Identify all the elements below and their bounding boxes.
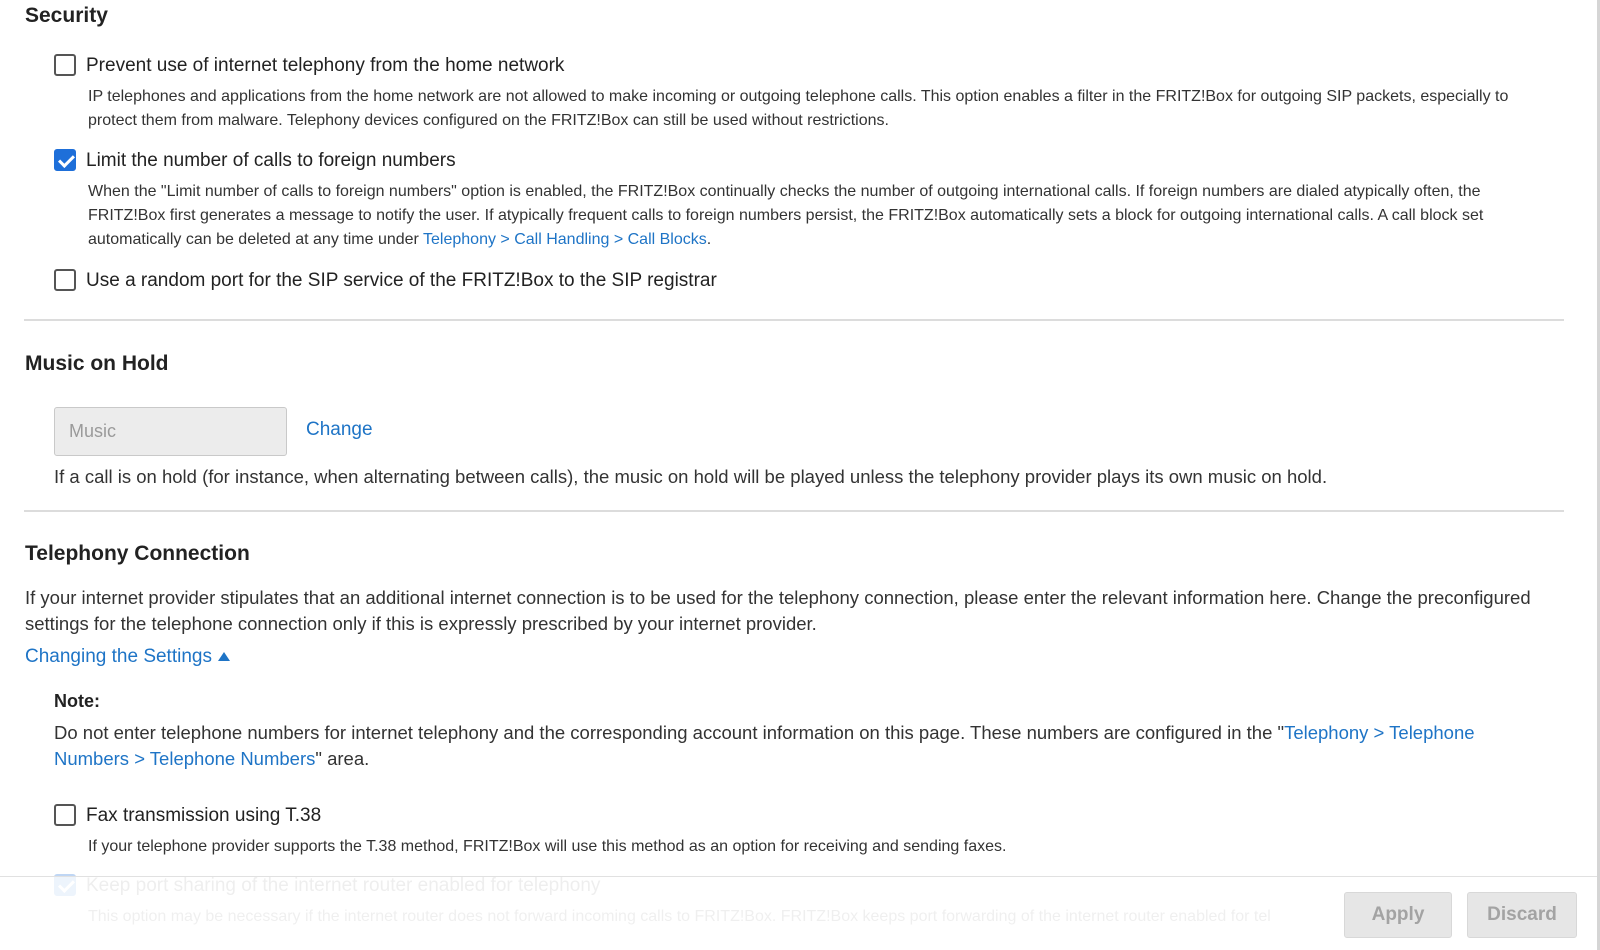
apply-button[interactable]: Apply	[1344, 892, 1452, 938]
option-desc-prevent-internet-telephony: IP telephones and applications from the home network are not allowed to make incoming or outgoing telephone calls. This option enables a filter in the FRITZ!Box for outgoing SIP packets, especially to protect them from malware. Telephony devices configured on the FRITZ!Box can still be used without restrictions.	[88, 88, 1509, 129]
changing-settings-label: Changing the Settings	[25, 646, 212, 667]
checkbox-random-sip-port[interactable]	[54, 269, 76, 291]
checkbox-limit-foreign-calls[interactable]	[54, 149, 76, 171]
section-title-music-on-hold: Music on Hold	[25, 352, 169, 375]
section-title-security: Security	[25, 4, 108, 27]
section-title-telephony-connection: Telephony Connection	[25, 542, 250, 565]
telephone-numbers-link[interactable]: Telephony > Telephone Numbers > Telephone Numbers	[54, 722, 1475, 769]
option-label-limit-foreign-calls[interactable]: Limit the number of calls to foreign numbers	[86, 150, 456, 171]
option-desc-text: When the "Limit number of calls to foreign numbers" option is enabled, the FRITZ!Box continually checks the number of outgoing international calls. If foreign numbers are dialed atypically often, the FRITZ!Box first generates a message to notify the user. If atypically frequent calls to foreign numbers persist, the FRITZ!Box automatically sets a block for outgoing international calls. A call block set automatically can be deleted at any time under	[88, 183, 1484, 248]
option-label-random-sip-port[interactable]: Use a random port for the SIP service of the FRITZ!Box to the SIP registrar	[86, 270, 717, 291]
discard-button[interactable]: Discard	[1467, 892, 1577, 938]
music-file-input[interactable]	[54, 407, 287, 456]
checkbox-prevent-internet-telephony[interactable]	[54, 54, 76, 76]
note-text	[54, 720, 1554, 772]
option-desc-fax-t38: If your telephone provider supports the T.38 method, FRITZ!Box will use this method as an option for receiving and sending faxes.	[88, 838, 1007, 855]
option-desc-end: .	[706, 231, 712, 248]
section-divider	[24, 319, 1564, 321]
collapse-triangle-icon	[218, 652, 230, 661]
telephony-connection-intro: If your internet provider stipulates that an additional internet connection is to be used for the telephony connection, please enter the relevant information here. Change the preconfigured settings for the telephone connection only if this is expressly prescribed by your internet provider.	[25, 587, 1531, 634]
note-title: Note:	[54, 691, 100, 711]
option-label-fax-t38[interactable]: Fax transmission using T.38	[86, 805, 322, 826]
section-divider	[24, 510, 1564, 512]
checkbox-fax-t38[interactable]	[54, 804, 76, 826]
note-text-end: " area.	[315, 748, 370, 769]
changing-settings-toggle[interactable]	[25, 646, 230, 668]
change-music-link[interactable]: Change	[306, 419, 373, 440]
note-text-body: Do not enter telephone numbers for internet telephony and the corresponding account information on this page. These numbers are configured in the "	[54, 722, 1285, 743]
call-blocks-link[interactable]: Telephony > Call Handling > Call Blocks	[423, 231, 707, 248]
option-label-prevent-internet-telephony[interactable]: Prevent use of internet telephony from the home network	[86, 55, 565, 76]
music-on-hold-description: If a call is on hold (for instance, when alternating between calls), the music on hold will be played unless the telephony provider plays its own music on hold.	[54, 466, 1328, 487]
option-desc-limit-foreign-calls	[88, 180, 1558, 252]
